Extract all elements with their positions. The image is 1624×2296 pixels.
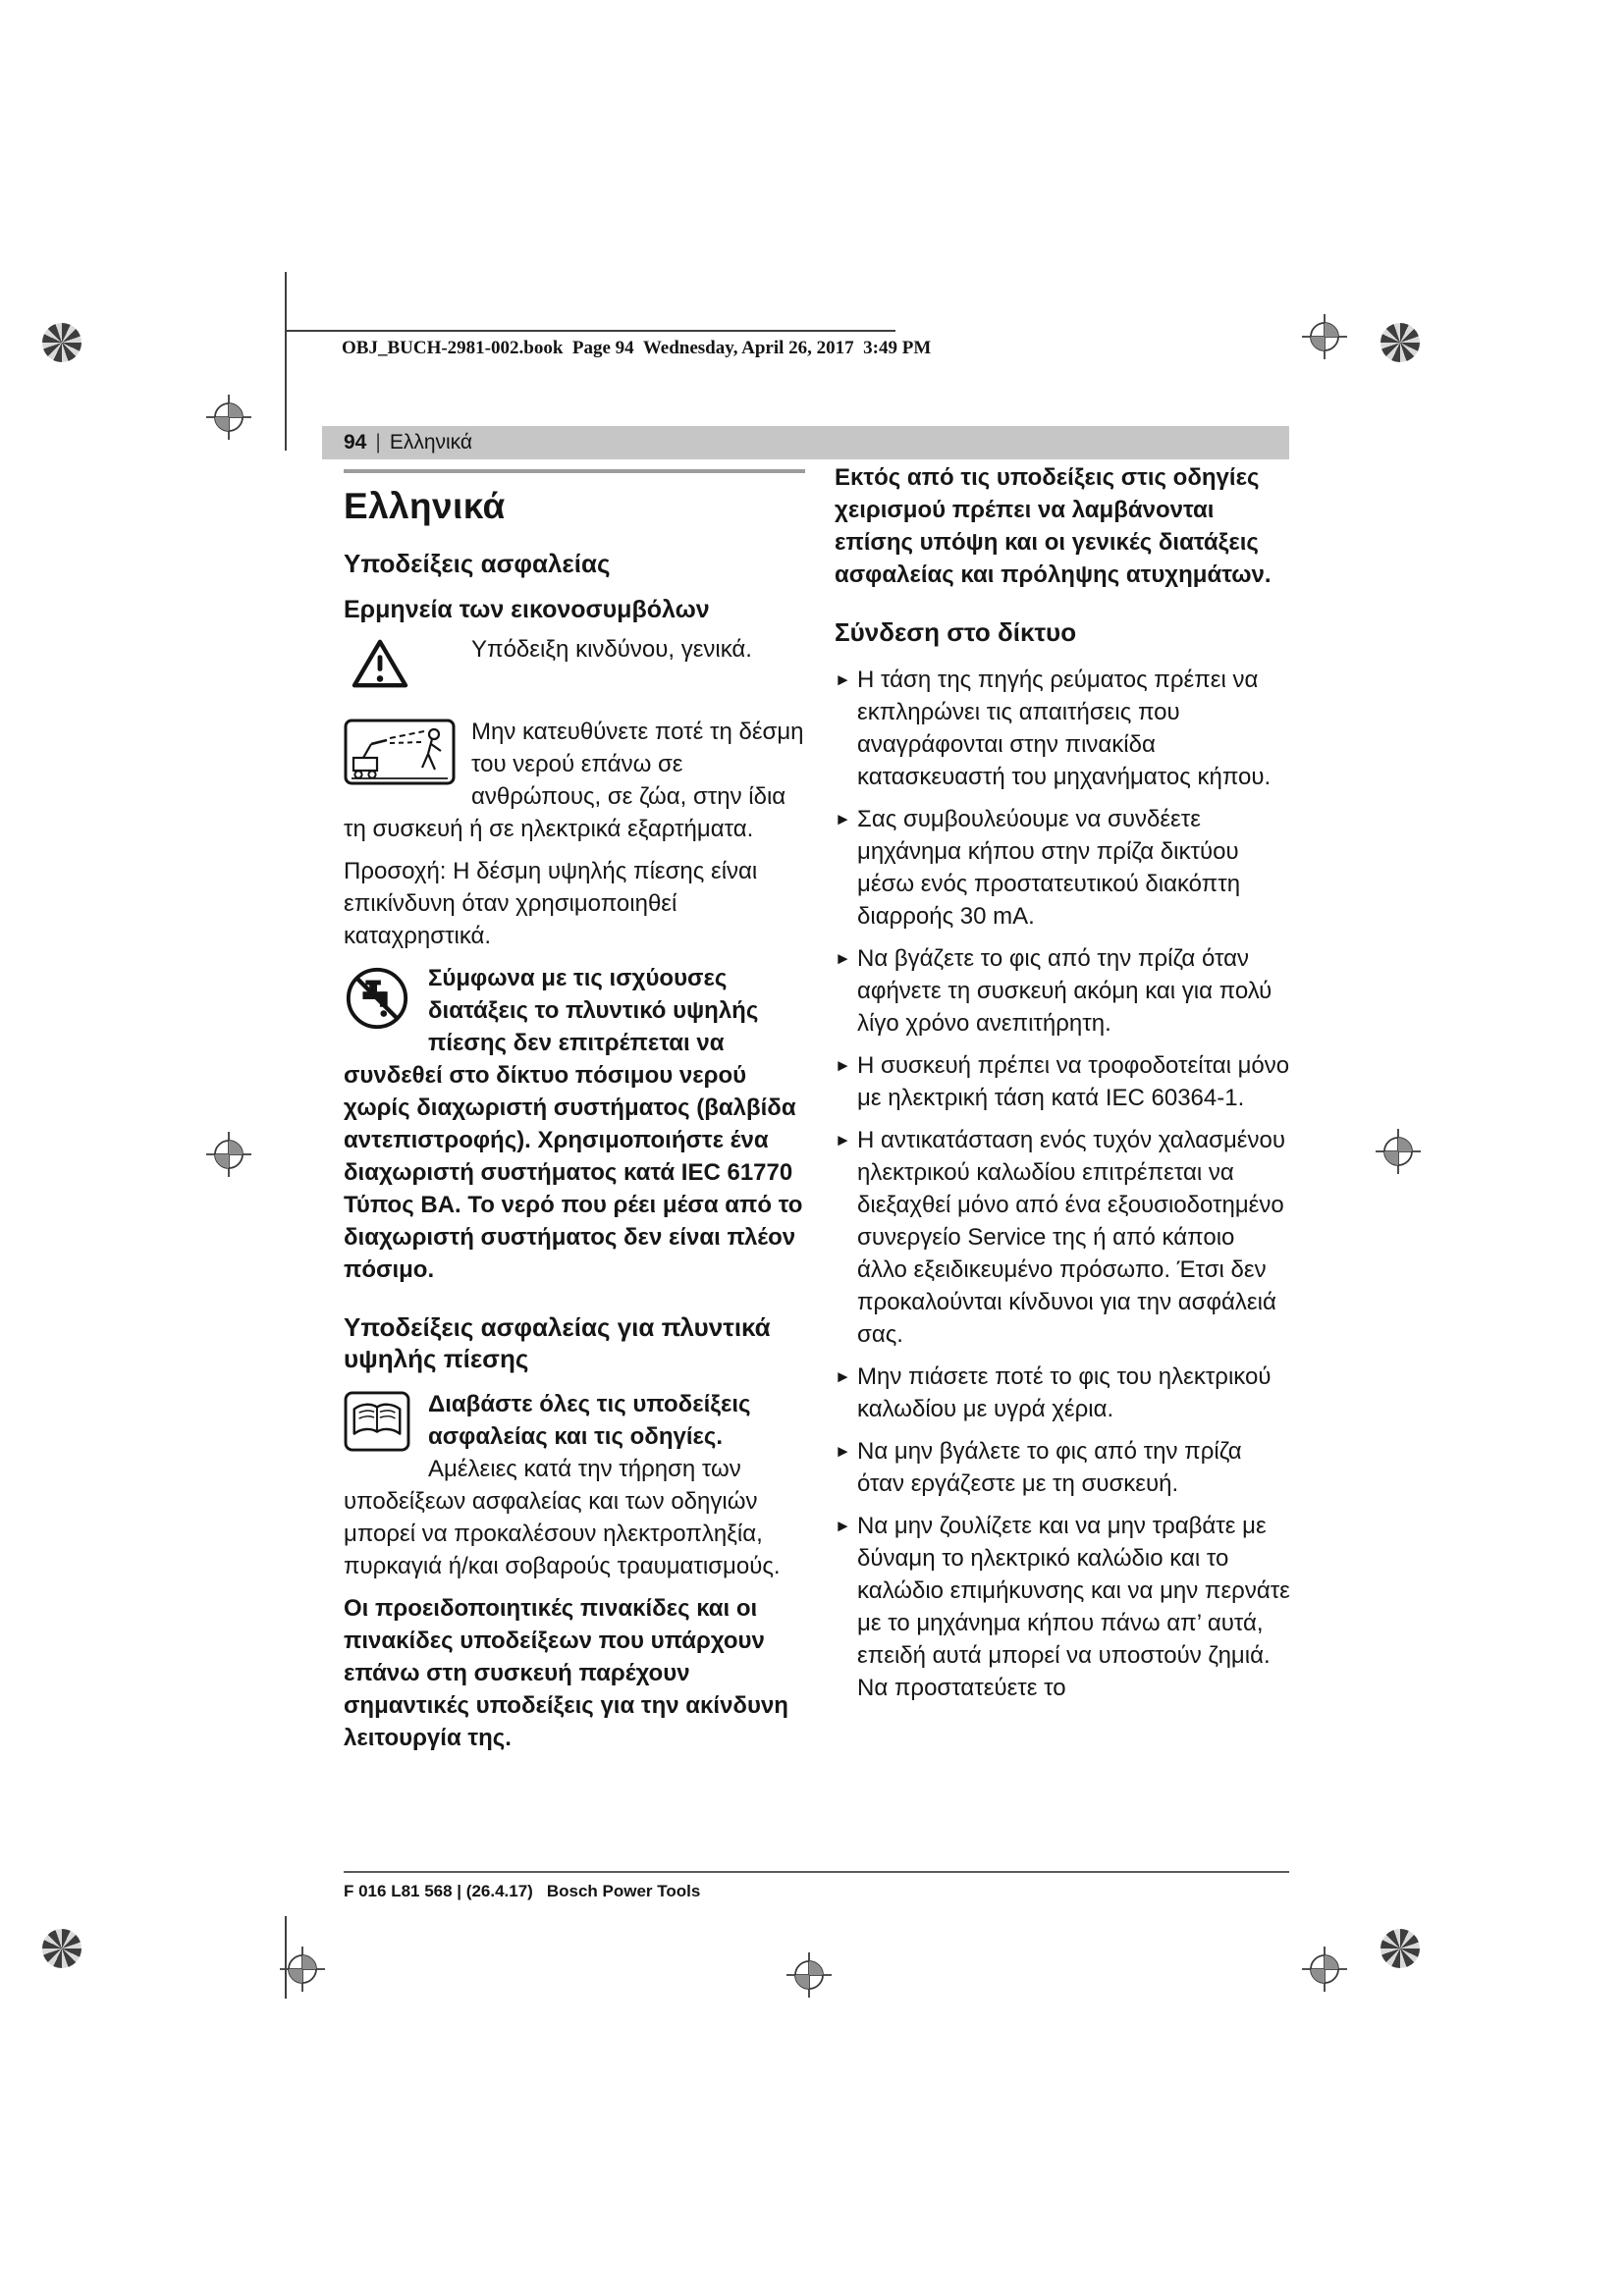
list-item <box>835 1435 1290 1500</box>
left-column <box>344 469 805 1764</box>
registration-target-icon <box>206 1132 251 1177</box>
bullet-arrow-icon: ► <box>835 1442 851 1461</box>
list-item <box>835 1049 1290 1114</box>
no-drinking-water-connection-icon <box>344 965 410 1032</box>
footer-brand: Bosch Power Tools <box>546 1882 701 1900</box>
heading-mains-connection: Σύνδεση στο δίκτυο <box>835 617 1077 647</box>
list-item-text: Η αντικατάσταση ενός τυχόν χαλασμένου ηλεκτρικού καλωδίου επιτρέπεται να διεξαχθεί μόνο από ένα εξουσιοδοτημένο συνεργείο Service της ή από κάποιο άλλο εξειδικευμένο πρόσωπο. Έτσι δεν προκαλούνται κίνδυνοι για την ασφάλειά σας. <box>857 1127 1285 1348</box>
backflow-note <box>344 962 805 1286</box>
page-language-label: Ελληνικά <box>389 431 473 454</box>
bullet-arrow-icon: ► <box>835 1517 851 1535</box>
caution-paragraph: Προσοχή: Η δέσμη υψηλής πίεσης είναι επικίνδυνη όταν χρησιμοποιηθεί καταχρηστικά. <box>344 858 758 949</box>
registration-pinwheel-icon <box>1380 323 1420 362</box>
registration-target-icon <box>1302 314 1347 359</box>
page-title: Ελληνικά <box>344 486 506 526</box>
registration-target-icon <box>1376 1129 1421 1174</box>
warning-triangle-icon <box>352 637 408 690</box>
crop-mark-line <box>285 272 287 451</box>
registration-target-icon <box>1302 1947 1347 1992</box>
bullet-arrow-icon: ► <box>835 1131 851 1149</box>
intro-paragraph: Εκτός από τις υποδείξεις στις οδηγίες χειρισμού πρέπει να λαμβάνονται επίσης υπόψη και οι γενικές διατάξεις ασφαλείας και πρόληψης ατυχημάτων. <box>835 464 1272 588</box>
bullet-arrow-icon: ► <box>835 949 851 968</box>
jet-warning-note <box>344 716 805 845</box>
jet-warning-text: Μην κατευθύνετε ποτέ τη δέσμη του νερού επάνω σε ανθρώπους, σε ζώα, στην ίδια τη συσκευή ή σε ηλεκτρικά εξαρτήματα. <box>344 719 804 842</box>
list-item-text: Να μην ζουλίζετε και να μην τραβάτε με δύναμη το ηλεκτρικό καλώδιο και το καλώδιο επιμήκυνσης και να μην περνάτε με το μηχάνημα κήπου πάνω απ’ αυτά, επειδή αυτά μπορεί να υποστούν ζημιά. Να προστατεύετε το <box>857 1513 1290 1701</box>
page-number: 94 <box>344 431 367 454</box>
heading-washer-safety: Υποδείξεις ασφαλείας για πλυντικά υψηλής πίεσης <box>344 1312 771 1373</box>
print-job-header <box>342 338 931 359</box>
general-danger-note <box>344 633 805 706</box>
page-header-bar <box>322 426 1289 459</box>
list-item-text: Η συσκευή πρέπει να τροφοδοτείται μόνο με ηλεκτρική τάση κατά IEC 60364-1. <box>857 1052 1290 1111</box>
backflow-text: Σύμφωνα με τις ισχύουσες διατάξεις το πλυντικό υψηλής πίεσης δεν επιτρέπεται να συνδεθεί στο δίκτυο πόσιμου νερού χωρίς διαχωριστή συστήματος (βαλβίδα αντεπιστροφής). Χρησιμοποιήστε ένα διαχωριστή συστήματος κατά IEC 61770 Τύπος BA. Το νερό που ρέει μέσα από το διαχωριστή συστήματος δεν είναι πλέον πόσιμο. <box>344 965 803 1283</box>
title-rule <box>344 469 805 473</box>
read-instructions-note <box>344 1388 805 1582</box>
list-item-text: Να βγάζετε το φις από την πρίζα όταν αφήνετε τη συσκευή ακόμη και για πολύ λίγο χρόνο ανεπιτήρητη. <box>857 945 1272 1037</box>
list-item <box>835 1361 1290 1425</box>
heading-symbol-legend: Ερμηνεία των εικονοσυμβόλων <box>344 596 710 623</box>
do-not-direct-jet-icon <box>344 719 456 785</box>
list-item-text: Μην πιάσετε ποτέ το φις του ηλεκτρικού καλωδίου με υγρά χέρια. <box>857 1363 1272 1422</box>
crop-mark-line <box>285 1916 287 1999</box>
warning-plates-paragraph: Οι προειδοποιητικές πινακίδες και οι πινακίδες υποδείξεων που υπάρχουν επάνω στη συσκευή παρέχουν σημαντικές υποδείξεις για την ακίνδυνη λειτουργία της. <box>344 1595 788 1751</box>
bullet-arrow-icon: ► <box>835 810 851 828</box>
bullet-arrow-icon: ► <box>835 1367 851 1386</box>
bullet-arrow-icon: ► <box>835 1056 851 1075</box>
list-item <box>835 942 1290 1040</box>
registration-target-icon <box>206 395 251 440</box>
registration-pinwheel-icon <box>42 1929 81 1968</box>
list-item <box>835 1510 1290 1704</box>
list-item-text: Η τάση της πηγής ρεύματος πρέπει να εκπληρώνει τις απαιτήσεις που αναγράφονται στην πινακίδα κατασκευαστή του μηχανήματος κήπου. <box>857 667 1272 790</box>
footer-rule <box>344 1871 1289 1873</box>
mains-safety-list <box>835 664 1290 1704</box>
list-item <box>835 1124 1290 1351</box>
read-instruction-manual-icon <box>344 1391 410 1452</box>
registration-pinwheel-icon <box>42 323 81 362</box>
page-footer <box>344 1882 700 1901</box>
print-job-header-text: OBJ_BUCH-2981-002.book Page 94 Wednesday, April 26, 2017 3:49 PM <box>342 338 932 358</box>
list-item <box>835 664 1290 793</box>
read-all-bold-text: Διαβάστε όλες τις υποδείξεις ασφαλείας και τις οδηγίες. <box>428 1391 751 1450</box>
crop-mark-line <box>285 330 895 332</box>
page-header-divider: | <box>375 431 381 454</box>
list-item-text: Σας συμβουλεύουμε να συνδέετε μηχάνημα κήπου στην πρίζα δικτύου μέσω ενός προστατευτικού διακόπτη διαρροής 30 mA. <box>857 806 1241 930</box>
bullet-arrow-icon: ► <box>835 670 851 689</box>
list-item-text: Να μην βγάλετε το φις από την πρίζα όταν εργάζεστε με τη συσκευή. <box>857 1438 1242 1497</box>
general-danger-text: Υπόδειξη κινδύνου, γενικά. <box>471 636 752 663</box>
footer-doc-number: F 016 L81 568 | (26.4.17) <box>344 1882 533 1900</box>
list-item <box>835 803 1290 933</box>
right-column <box>835 461 1290 1714</box>
heading-safety-notes: Υποδείξεις ασφαλείας <box>344 549 611 578</box>
registration-target-icon <box>786 1952 832 1998</box>
read-all-rest-text: Αμέλειες κατά την τήρηση των υποδείξεων ασφαλείας και των οδηγιών μπορεί να προκαλέσουν ηλεκτροπληξία, πυρκαγιά ή/και σοβαρούς τραυματισμούς. <box>344 1456 781 1579</box>
registration-pinwheel-icon <box>1380 1929 1420 1968</box>
